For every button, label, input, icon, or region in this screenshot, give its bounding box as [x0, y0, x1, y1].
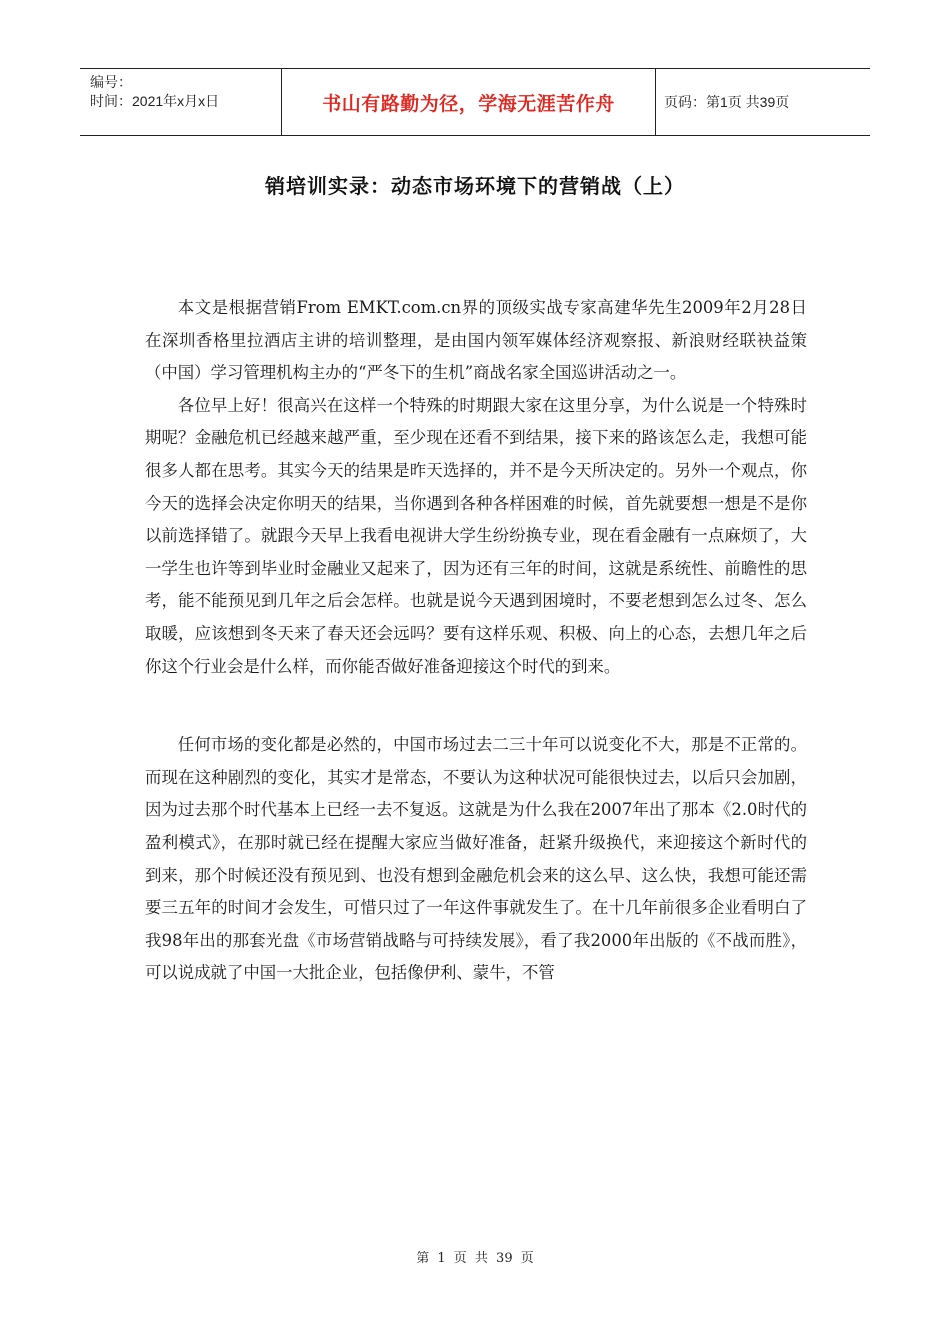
document-date-label: 时间：2021年x月x日 — [90, 93, 220, 109]
header-page-info: 页码：第1页 共39页 — [664, 94, 790, 110]
document-number-label: 编号： — [90, 74, 132, 90]
body-paragraph: 本文是根据营销From EMKT.com.cn界的顶级实战专家高建华先生2009年2月28日在深圳香格里拉酒店主讲的培训整理，是由国内领军媒体经济观察报、新浪财经联袂益策（中国）学习管理机构主办的“严冬下的生机”商战名家全国巡讲活动之一。 — [145, 298, 807, 383]
page-footer: 第 1 页 共 39 页 — [416, 1251, 534, 1266]
header-table — [80, 68, 870, 136]
header-left-cell — [80, 69, 282, 135]
document-body — [145, 292, 807, 990]
body-paragraph: 任何市场的变化都是必然的，中国市场过去二三十年可以说变化不大，那是不正常的。而现在这种剧烈的变化，其实才是常态，不要认为这种状况可能很快过去，以后只会加剧，因为过去那个时代基本上已经一去不复返。这就是为什么我在2007年出了那本《2.0时代的盈利模式》，在那时就已经在提醒大家应当做好准备，赶紧升级换代，来迎接这个新时代的到来，那个时候还没有预见到、也没有想到金融危机会来的这么早、这么快，我想可能还需要三五年的时间才会发生，可惜只过了一年这件事就发生了。在十几年前很多企业看明白了我98年出的那套光盘《市场营销战略与可持续发展》，看了我2000年出版的《不战而胜》，可以说成就了中国一大批企业，包括像伊利、蒙牛，不管 — [145, 735, 807, 983]
paragraph-gap — [145, 683, 807, 729]
header-motto: 书山有路勤为径，学海无涯苦作舟 — [282, 69, 656, 135]
document-title: 销培训实录：动态市场环境下的营销战（上） — [265, 174, 685, 198]
body-paragraph: 各位早上好！很高兴在这样一个特殊的时期跟大家在这里分享，为什么说是一个特殊时期呢？金融危机已经越来越严重，至少现在还看不到结果，接下来的路该怎么走，我想可能很多人都在思考。其实今天的结果是昨天选择的，并不是今天所决定的。另外一个观点，你今天的选择会决定你明天的结果，当你遇到各种各样困难的时候，首先就要想一想是不是你以前选择错了。就跟今天早上我看电视讲大学生纷纷换专业，现在看金融有一点麻烦了，大一学生也许等到毕业时金融业又起来了，因为还有三年的时间，这就是系统性、前瞻性的思考，能不能预见到几年之后会怎样。也就是说今天遇到困境时，不要老想到怎么过冬、怎么取暖，应该想到冬天来了春天还会远吗？要有这样乐观、积极、向上的心态，去想几年之后你这个行业会是什么样，而你能否做好准备迎接这个时代的到来。 — [145, 395, 807, 676]
